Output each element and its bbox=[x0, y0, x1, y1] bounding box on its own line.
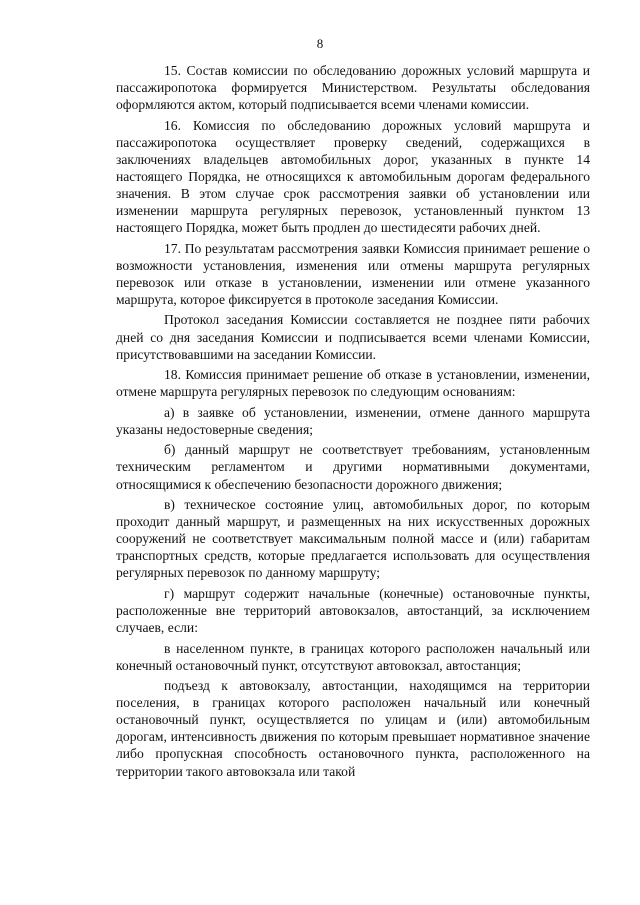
exception-access-road: подъезд к автовокзалу, автостанции, находящимся на территории поселения, в границах которого расположен начальный или конечный остановочный пункт, осуществляется по улицам и (или) автомобильным дорогам, интенсивность движения по которым превышает нормативное значение либо пропускная способность остановочного пункта, расположенного на территории такого автовокзала или такой bbox=[116, 678, 590, 779]
list-item-v: в) техническое состояние улиц, автомобильных дорог, по которым проходит данный маршрут, и размещенных на них искусственных дорожных сооружений не соответствует максимальным полной массе и (или) габаритам транспортных средств, которые предлагается использовать для осуществления регулярных перевозок по данному маршруту; bbox=[116, 496, 590, 581]
document-body bbox=[116, 62, 590, 780]
paragraph-17: 17. По результатам рассмотрения заявки Комиссия принимает решение о возможности установления, изменения или отмены маршрута регулярных перевозок или отказе в установлении, изменении или отмене указанного маршрута, которое фиксируется в протоколе заседания Комиссии. bbox=[116, 240, 590, 307]
page-number: 8 bbox=[316, 36, 324, 51]
list-item-b: б) данный маршрут не соответствует требованиям, установленным техническим регламентом и другими нормативными документами, относящимися к обеспечению безопасности дорожного движения; bbox=[116, 442, 590, 492]
list-item-g: г) маршрут содержит начальные (конечные) остановочные пункты, расположенные вне территорий автовокзалов, автостанций, за исключением случаев, если: bbox=[116, 585, 590, 636]
paragraph-15: 15. Состав комиссии по обследованию дорожных условий маршрута и пассажиропотока формируется Министерством. Результаты обследования оформляются актом, который подписывается всеми членами комиссии. bbox=[116, 63, 590, 113]
exception-settlement: в населенном пункте, в границах которого расположен начальный или конечный остановочный пункт, отсутствуют автовокзал, автостанция; bbox=[116, 640, 590, 673]
paragraph-16: 16. Комиссия по обследованию дорожных условий маршрута и пассажиропотока осуществляет проверку сведений, содержащихся в заключениях владельцев автомобильных дорог, указанных в пункте 14 настоящего Порядка, не относящихся к автомобильным дорогам федерального значения. В этом случае срок рассмотрения заявки об установлении или изменении маршрута регулярных перевозок, установленный пунктом 13 настоящего Порядка, может быть продлен до шестидесяти рабочих дней. bbox=[116, 117, 590, 236]
list-item-a: а) в заявке об установлении, изменении, отмене данного маршрута указаны недостоверные сведения; bbox=[116, 404, 590, 437]
paragraph-18: 18. Комиссия принимает решение об отказе в установлении, изменении, отмене маршрута регулярных перевозок по следующим основаниям: bbox=[116, 367, 590, 400]
paragraph-protocol: Протокол заседания Комиссии составляется не позднее пяти рабочих дней со дня заседания Комиссии и подписывается всеми членами Комиссии, присутствовавшими на заседании Комиссии. bbox=[116, 312, 590, 362]
